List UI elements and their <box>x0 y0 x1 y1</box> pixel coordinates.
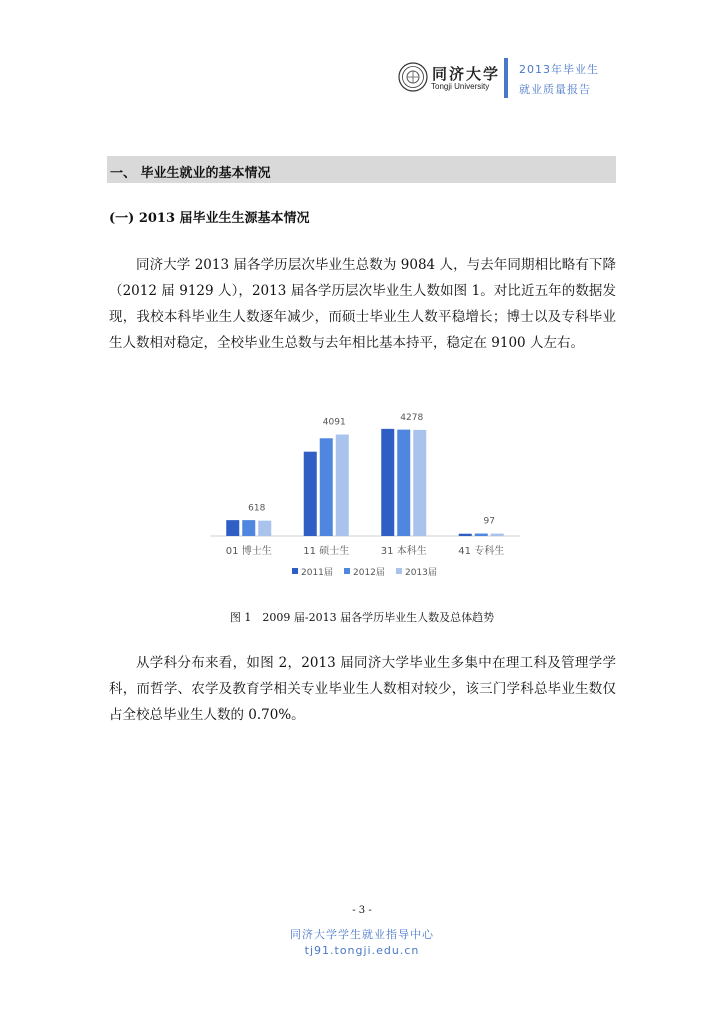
bar-2-2 <box>320 438 333 536</box>
bar-2-1 <box>304 452 317 536</box>
data-label: 97 <box>483 516 495 527</box>
bar-1-1 <box>226 520 239 536</box>
legend-label: 2012届 <box>353 568 385 578</box>
category-label: 41 专科生 <box>458 546 505 557</box>
university-seal-icon <box>398 62 428 92</box>
legend-swatch <box>344 568 350 574</box>
data-label: 618 <box>248 503 266 514</box>
data-label: 4091 <box>322 417 346 428</box>
bar-4-2 <box>475 534 488 536</box>
bar-3-2 <box>397 430 410 536</box>
bar-3-3 <box>413 430 426 536</box>
paragraph-discipline: 从学科分布来看，如图 2，2013 届同济大学毕业生多集中在理工科及管理学学科，而哲学、农学及教育学相关专业毕业生人数相对较少，该三门学科总毕业生数仅占全校总毕业生人数的 0.70%。 <box>109 655 616 723</box>
report-title-line2: 就业质量报告 <box>519 83 591 96</box>
category-label: 11 硕士生 <box>303 546 350 557</box>
figure-caption: 图 1 2009 届-2013 届各学历毕业生人数及总体趋势 <box>229 611 495 624</box>
footer-url[interactable]: tj91.tongji.edu.cn <box>304 944 420 957</box>
bar-2-3 <box>336 435 349 536</box>
legend-swatch <box>396 568 402 574</box>
data-label: 4278 <box>400 412 424 423</box>
graduates-bar-chart <box>200 400 530 590</box>
subsection-title: (一) 2013 届毕业生生源基本情况 <box>109 211 310 226</box>
legend-swatch <box>292 568 298 574</box>
legend-label: 2011届 <box>301 568 333 578</box>
bar-4-1 <box>459 534 472 536</box>
section-title: 一、 毕业生就业的基本情况 <box>110 166 271 181</box>
page-number: - 3 - <box>352 905 372 916</box>
category-label: 01 博士生 <box>225 546 272 557</box>
logo-chinese-name: 同济大学 <box>432 65 501 83</box>
logo-english-name: Tongji University <box>431 82 490 91</box>
bar-1-2 <box>242 520 255 536</box>
page-header <box>0 0 724 120</box>
category-label: 31 本科生 <box>380 546 427 557</box>
bar-1-3 <box>258 521 271 536</box>
footer-center-name: 同济大学学生就业指导中心 <box>290 928 434 941</box>
bar-3-1 <box>381 429 394 536</box>
report-title-line1: 2013年毕业生 <box>519 63 599 76</box>
paragraph-intro: 同济大学 2013 届各学历层次毕业生总数为 9084 人，与去年同期相比略有下降（2012 届 9129 人），2013 届各学历层次毕业生人数如图 1。对比近五年的数据发现，我校本科毕业生人数逐年减少，而硕士毕业生人数平稳增长；博士以及专科毕业生人数相对稳定，全校毕业生总数与去年相比基本持平，稳定在 9100 人左右。 <box>109 257 616 351</box>
header-divider <box>504 58 508 98</box>
legend-label: 2013届 <box>405 568 437 578</box>
bar-4-3 <box>491 534 504 536</box>
chart-svg <box>200 400 530 590</box>
